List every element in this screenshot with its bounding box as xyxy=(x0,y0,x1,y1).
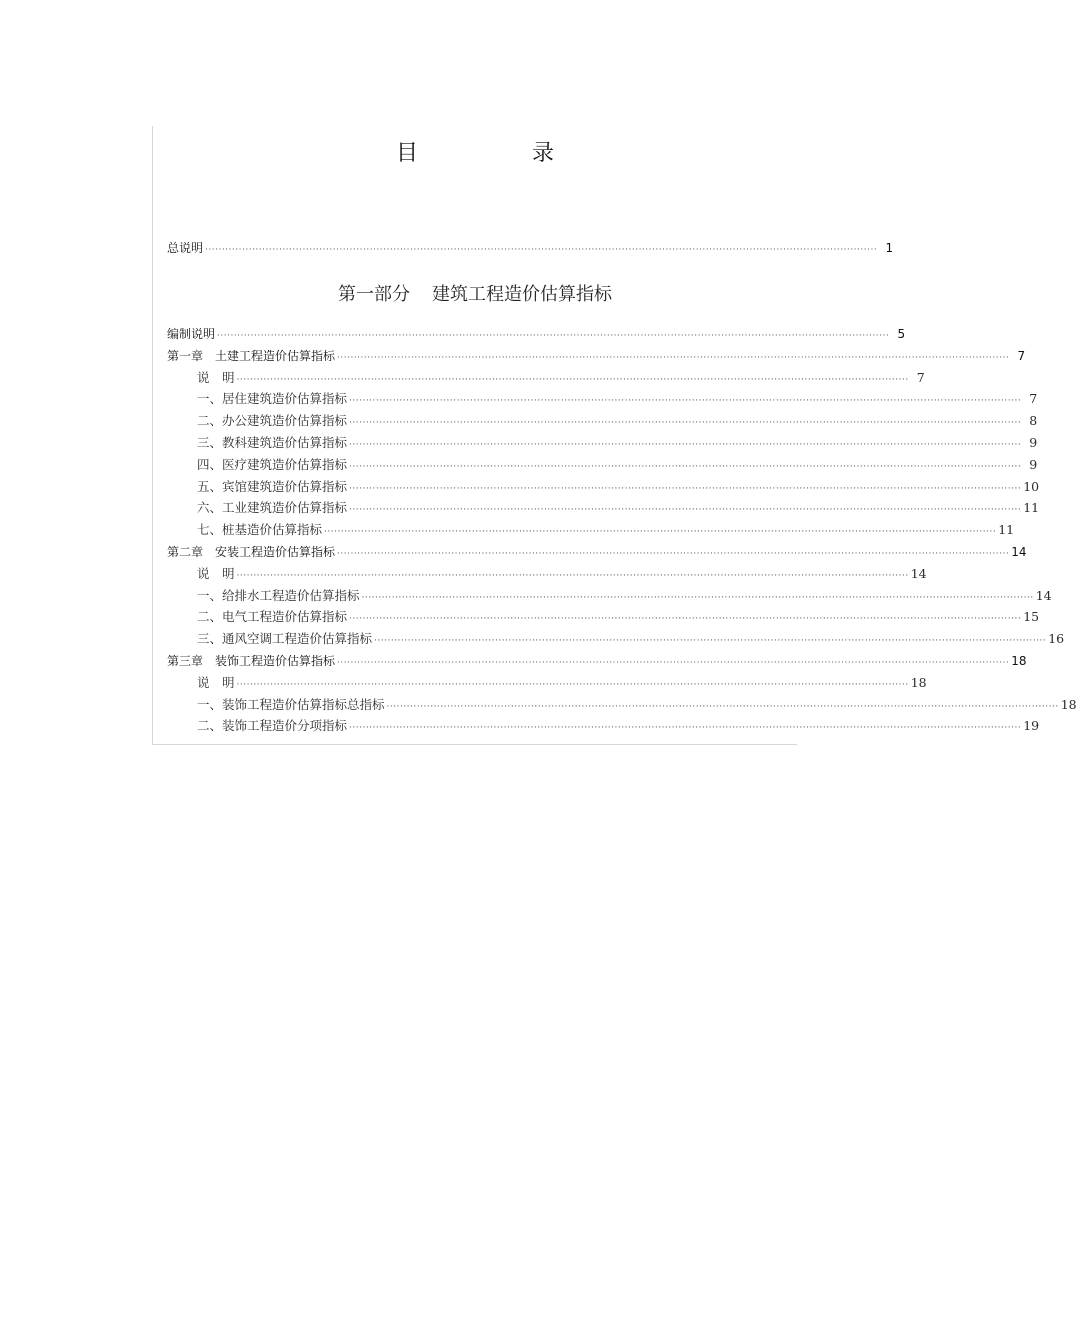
toc-entry-page: 7 xyxy=(1017,348,1026,363)
toc-entry-page: 8 xyxy=(1029,413,1038,429)
toc-entry-label: 第三章 装饰工程造价估算指标 xyxy=(167,654,336,668)
dot-leader: ········································································································································································································ xyxy=(349,483,1022,494)
toc-entry-label: 二、电气工程造价估算指标 xyxy=(197,609,348,625)
toc-entry-page: 18 xyxy=(910,674,927,690)
toc-entry-page: 7 xyxy=(1029,391,1038,407)
toc-entry[interactable] xyxy=(197,368,925,388)
toc-entry[interactable] xyxy=(167,651,1027,671)
dot-leader: ········································································································································································································ xyxy=(205,245,878,255)
toc-entry[interactable] xyxy=(197,411,1038,431)
toc-entry-label: 说 明 xyxy=(197,565,235,581)
dot-leader: ········································································································································································································ xyxy=(337,352,1010,363)
toc-entry-page: 1 xyxy=(885,241,894,255)
dot-leader: ········································································································································································································ xyxy=(349,396,1022,407)
toc-entry-label: 一、给排水工程造价估算指标 xyxy=(197,587,360,603)
toc-entry-label: 三、教科建筑造价估算指标 xyxy=(197,435,348,450)
toc-entry[interactable] xyxy=(197,564,927,584)
toc-entry-label: 四、医疗建筑造价估算指标 xyxy=(197,456,348,472)
toc-page xyxy=(152,126,1077,745)
dot-leader: ········································································································································································································ xyxy=(217,331,890,341)
toc-entry[interactable] xyxy=(197,673,927,693)
toc-entry-page: 15 xyxy=(1023,609,1040,625)
toc-entry-label: 三、通风空调工程造价估算指标 xyxy=(197,631,373,647)
dot-leader: ········································································································································································································ xyxy=(361,592,1034,603)
toc-entry-label: 七、桩基造价估算指标 xyxy=(197,522,323,538)
toc-entry[interactable] xyxy=(167,324,906,344)
toc-entry[interactable] xyxy=(197,629,1065,649)
dot-leader: ········································································································································································································ xyxy=(349,614,1022,625)
toc-entry-page: 10 xyxy=(1023,478,1040,494)
toc-entry[interactable] xyxy=(197,520,1015,540)
toc-entry[interactable] xyxy=(197,716,1040,736)
toc-entry-label: 一、装饰工程造价估算指标总指标 xyxy=(197,696,385,712)
dot-leader: ········································································································································································································ xyxy=(349,461,1022,472)
toc-entry[interactable] xyxy=(197,695,1077,715)
toc-entry-page: 9 xyxy=(1029,456,1038,472)
toc-entry-page: 11 xyxy=(1023,500,1040,516)
toc-entry-page: 16 xyxy=(1048,631,1065,647)
dot-leader: ········································································································································································································ xyxy=(386,701,1059,712)
toc-entry[interactable] xyxy=(197,586,1052,606)
toc-entry-page: 18 xyxy=(1011,654,1027,668)
dot-leader: ········································································································································································································ xyxy=(337,549,1010,559)
toc-entry-page: 14 xyxy=(1011,545,1027,559)
toc-entry[interactable] xyxy=(197,389,1038,409)
toc-entry-page: 9 xyxy=(1029,435,1038,450)
toc-entry[interactable] xyxy=(197,455,1038,475)
toc-title: 目 录 xyxy=(395,141,600,166)
dot-leader: ········································································································································································································ xyxy=(324,527,997,538)
toc-entry-label: 说 明 xyxy=(197,674,235,690)
dot-leader: ········································································································································································································ xyxy=(349,505,1022,516)
toc-entry[interactable] xyxy=(197,477,1040,497)
toc-entry-page: 14 xyxy=(1035,587,1052,603)
part-number: 第一部分 xyxy=(338,284,410,305)
toc-entry-label: 六、工业建筑造价估算指标 xyxy=(197,500,348,516)
toc-entry-label: 五、宾馆建筑造价估算指标 xyxy=(197,478,348,494)
toc-entry-general[interactable] xyxy=(167,238,894,258)
dot-leader: ········································································································································································································ xyxy=(349,418,1022,429)
toc-entry[interactable] xyxy=(197,433,1038,453)
toc-entry-label: 总说明 xyxy=(167,241,204,255)
dot-leader: ········································································································································································································ xyxy=(349,440,1022,450)
dot-leader: ········································································································································································································ xyxy=(236,570,909,581)
dot-leader: ········································································································································································································ xyxy=(337,658,1010,668)
toc-entry[interactable] xyxy=(197,607,1040,627)
dot-leader: ········································································································································································································ xyxy=(374,636,1047,647)
toc-entry-label: 二、办公建筑造价估算指标 xyxy=(197,413,348,429)
toc-entry-page: 5 xyxy=(897,327,906,341)
dot-leader: ········································································································································································································ xyxy=(236,679,909,690)
toc-entry-label: 二、装饰工程造价分项指标 xyxy=(197,718,348,734)
toc-entry[interactable] xyxy=(167,346,1026,366)
toc-entry-label: 说 明 xyxy=(197,369,235,385)
part-heading xyxy=(153,280,797,306)
toc-entry-page: 7 xyxy=(916,369,925,385)
dot-leader: ········································································································································································································ xyxy=(349,723,1022,734)
toc-entry-page: 11 xyxy=(998,522,1015,538)
toc-entry-page: 14 xyxy=(910,565,927,581)
toc-entry-page: 19 xyxy=(1023,718,1040,734)
toc-entry-label: 编制说明 xyxy=(167,327,216,341)
part-name: 建筑工程造价估算指标 xyxy=(432,284,612,305)
toc-entry-label: 一、居住建筑造价估算指标 xyxy=(197,391,348,407)
dot-leader: ········································································································································································································ xyxy=(236,374,909,385)
toc-entry[interactable] xyxy=(167,542,1027,562)
toc-entry-label: 第一章 土建工程造价估算指标 xyxy=(167,348,336,363)
toc-entry-page: 18 xyxy=(1060,696,1077,712)
toc-entry-label: 第二章 安装工程造价估算指标 xyxy=(167,545,336,559)
toc-entry[interactable] xyxy=(197,498,1040,518)
